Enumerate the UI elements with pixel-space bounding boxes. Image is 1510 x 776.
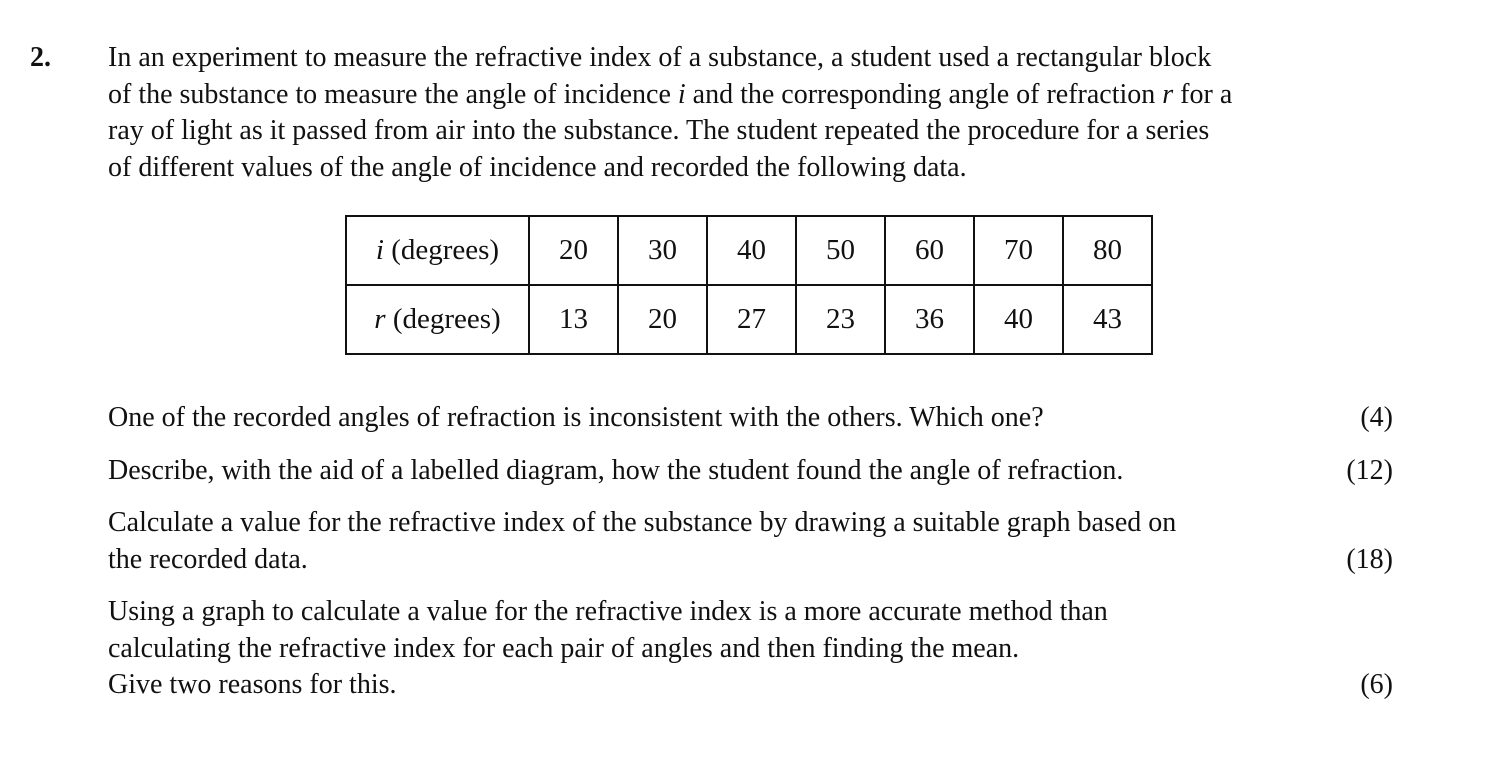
intro-line: of the substance to measure the angle of incidence i and the corresponding angle of refraction r for a (108, 78, 1233, 110)
question-intro (108, 40, 1408, 186)
question-part (108, 505, 1393, 578)
table-cell: 43 (1063, 285, 1152, 354)
table-cell: 23 (796, 285, 885, 354)
part-line: Give two reasons for this. (108, 669, 397, 700)
table-cell: 20 (618, 285, 707, 354)
intro-line: In an experiment to measure the refractive index of a substance, a student used a rectangular block (108, 42, 1212, 73)
table-cell: 70 (974, 216, 1063, 285)
row-header: r (degrees) (346, 285, 529, 354)
table-cell: 60 (885, 216, 974, 285)
question-number: 2. (30, 42, 51, 73)
table-cell: 80 (1063, 216, 1152, 285)
marks-label: (18) (1346, 543, 1393, 575)
table-row (346, 285, 1152, 354)
table-cell: 40 (707, 216, 796, 285)
question-parts (108, 400, 1393, 720)
table-row (346, 216, 1152, 285)
variable-r: r (1162, 78, 1174, 110)
row-header: i (degrees) (346, 216, 529, 285)
question-part (108, 400, 1393, 437)
table-cell: 13 (529, 285, 618, 354)
table-cell: 36 (885, 285, 974, 354)
part-line: Describe, with the aid of a labelled diagram, how the student found the angle of refraction. (108, 454, 1124, 486)
marks-label: (6) (1360, 669, 1393, 700)
table-cell: 27 (707, 285, 796, 354)
marks-label: (12) (1346, 454, 1393, 486)
data-table (345, 215, 1153, 355)
part-line: Using a graph to calculate a value for the refractive index is a more accurate method than (108, 596, 1108, 627)
question-part (108, 594, 1393, 704)
intro-line: of different values of the angle of incidence and recorded the following data. (108, 151, 967, 183)
question-part (108, 453, 1393, 490)
table-cell: 30 (618, 216, 707, 285)
part-line: the recorded data. (108, 543, 308, 575)
intro-line: ray of light as it passed from air into the substance. The student repeated the procedure for a series (108, 115, 1210, 146)
table-cell: 40 (974, 285, 1063, 354)
table-cell: 50 (796, 216, 885, 285)
part-line: One of the recorded angles of refraction is inconsistent with the others. Which one? (108, 402, 1044, 433)
marks-label: (4) (1360, 402, 1393, 433)
part-line: Calculate a value for the refractive index of the substance by drawing a suitable graph based on (108, 507, 1177, 538)
variable-i: i (677, 78, 686, 110)
part-line: calculating the refractive index for each pair of angles and then finding the mean. (108, 632, 1020, 664)
table-cell: 20 (529, 216, 618, 285)
